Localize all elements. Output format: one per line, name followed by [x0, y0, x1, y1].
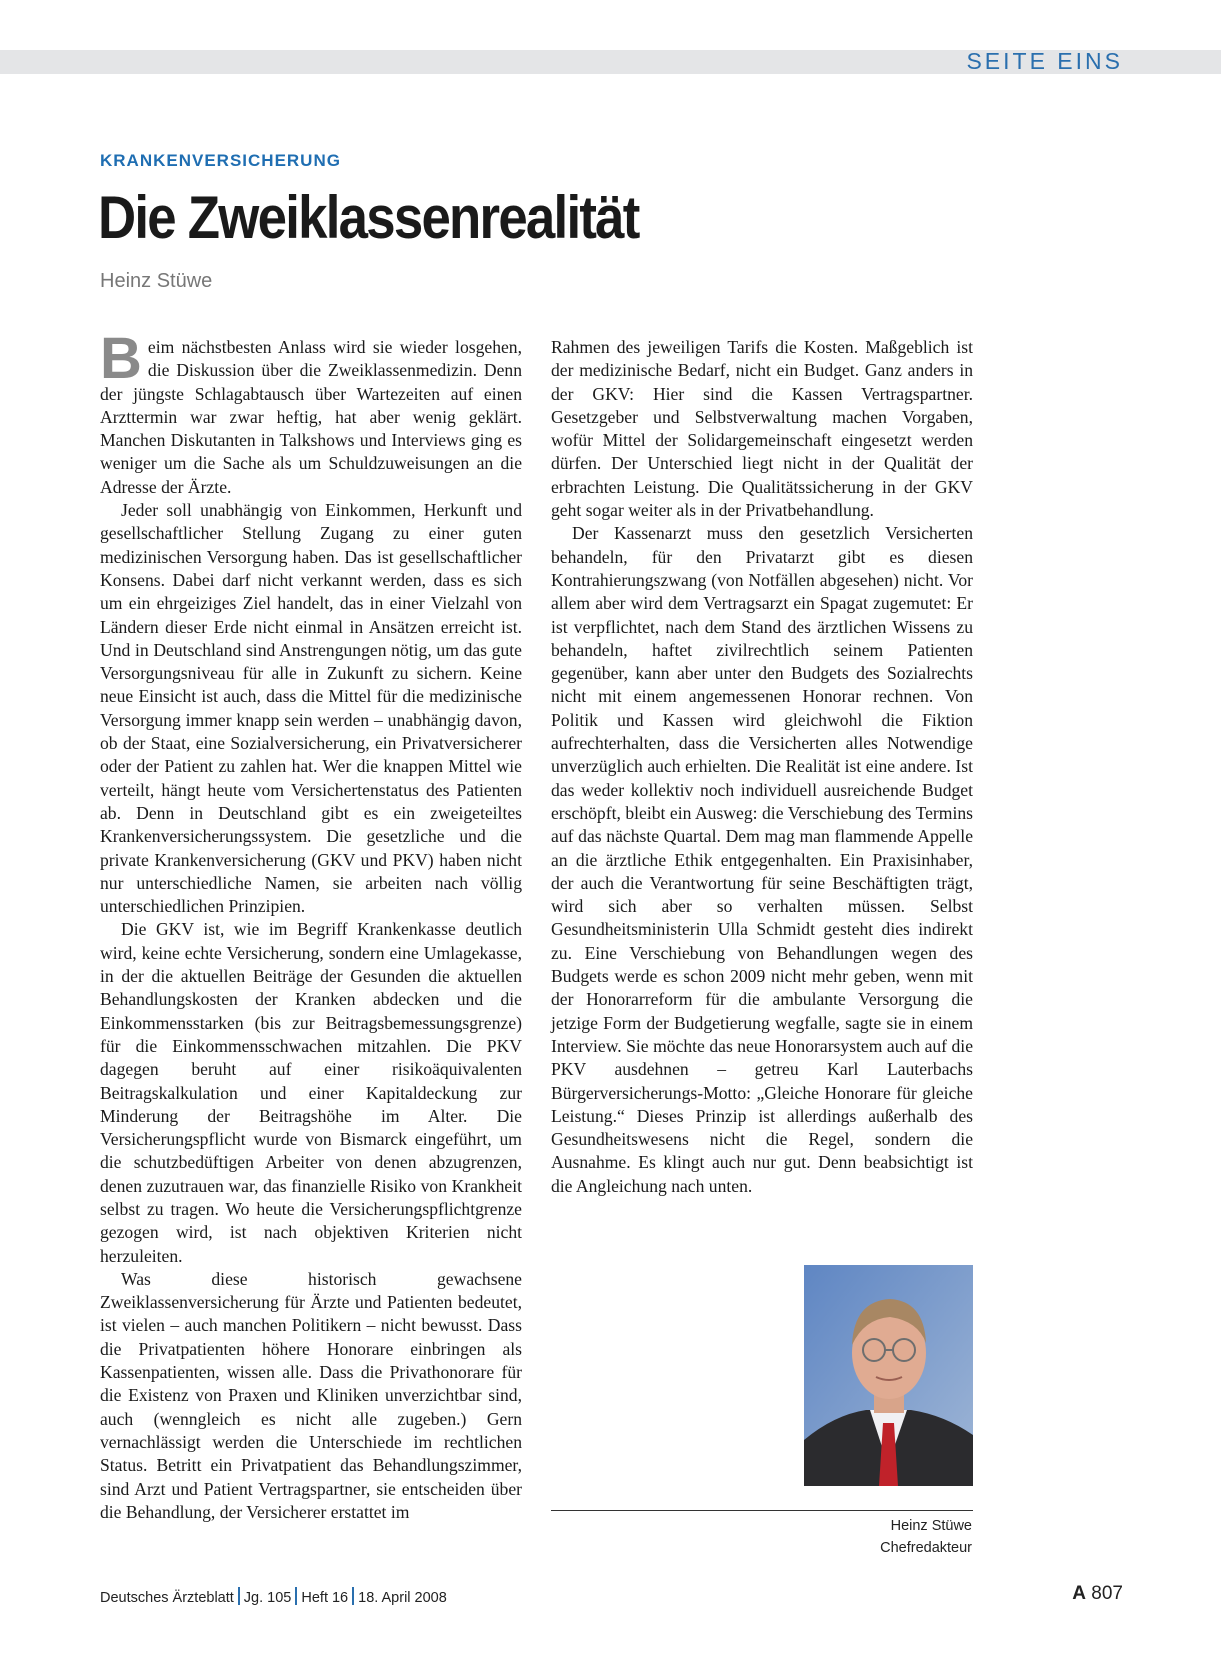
caption-name: Heinz Stüwe — [890, 1518, 972, 1534]
paragraph — [100, 326, 522, 499]
page-number — [1072, 1583, 1123, 1605]
divider — [295, 1587, 297, 1605]
date: 18. April 2008 — [358, 1590, 447, 1606]
article-kicker: KRANKENVERSICHERUNG — [100, 151, 341, 170]
paragraph: Was diese historisch gewachsene Zweiklassenversicherung für Ärzte und Patienten bedeutet, ist vielen – auch manchen Politikern – nicht bewusst. Dass die Privatpatienten höhere Honorare einbringen als Kassenpatienten, wissen alle. Dass die Privathonorare für die Existenz von Praxen und Kliniken unverzichtbar sind, auch (wenngleich es nicht alle zugeben.) Gern vernachlässigt werden die Unterschiede im rechtlichen Status. Betritt ein Privatpatient das Behandlungszimmer, sind Arzt und Patient Vertragspartner, sie entscheiden über die Behandlung, der Versicherer erstattet im — [100, 1268, 522, 1522]
section-label: SEITE EINS — [966, 48, 1123, 74]
paragraph: Jeder soll unabhängig von Einkommen, Herkunft und gesellschaftlicher Stellung Zugang zu einer guten medizinischen Versorgung haben. Das ist gesellschaftlicher Konsens. Dabei darf nicht verkannt werden, dass es sich um ein ehrgeiziges Ziel handelt, das in einer Vielzahl von Ländern dieser Erde nicht einmal in Ansätzen erreicht ist. Und in Deutschland sind Anstrengungen nötig, um das gute Versorgungsniveau für alle in Zukunft zu sichern. Keine neue Einsicht ist auch, dass die Mittel für die medizinische Versorgung immer knapp sein werden – unabhängig davon, ob der Staat, eine Sozialversicherung, ein Privatversicherer oder der Patient zu zahlen hat. Wer die knappen Mittel wie verteilt, hängt heute vom Versichertenstatus des Patienten ab. Denn in Deutschland gibt es ein zweigeteiltes Krankenversicherungssystem. Die gesetzliche und die private Krankenversicherung (GKV und PKV) haben nicht nur unterschiedliche Namen, sie arbeiten nach völlig unterschiedlichen Prinzipien. — [100, 500, 522, 917]
caption-role: Chefredakteur — [880, 1540, 972, 1556]
volume: Jg. 105 — [243, 1590, 292, 1606]
page-prefix: A — [1072, 1583, 1087, 1604]
footer-citation — [100, 1587, 447, 1606]
portrait-caption — [880, 1515, 972, 1559]
issue: Heft 16 — [301, 1590, 349, 1606]
journal-name: Deutsches Ärzteblatt — [100, 1590, 234, 1606]
paragraph: Der Kassenarzt muss den gesetzlich Versicherten behandeln, für den Privatarzt gibt es diesen Kontrahierungszwang (von Notfällen abgesehen) nicht. Vor allem aber wird dem Vertragsarzt ein Spagat zugemutet: Er ist verpflichtet, nach dem Stand des ärztlichen Wissens zu behandeln, haftet zivilrechtlich seinem Patienten gegenüber, kann aber unter den Budgets des Sozialrechts nicht mit einem angemessenen Honorar rechnen. Von Politik und Kassen wird gleichwohl die Fiktion aufrechterhalten, dass die Versicherten alles Notwendige unverzüglich auch erhielten. Die Realität ist eine andere. Ist das weder kollektiv noch individuell ausreichende Budget erschöpft, bleibt ein Ausweg: die Verschiebung des Termins auf das nächste Quartal. Dem mag man flammende Appelle an die ärztliche Ethik entgegenhalten. Ein Praxisinhaber, der auch die Verantwortung für seine Beschäftigten trägt, wird sich aber so verhalten müssen. Selbst Gesundheitsministerin Ulla Schmidt gesteht dies indirekt zu. Eine Verschiebung von Behandlungen wegen des Budgets werde es schon 2009 nicht mehr geben, wenn mit der Honorarreform für die ambulante Versorgung die jetzige Form der Budgetierung wegfalle, sagte sie in einem Interview. Sie möchte das neue Honorarsystem auch auf die PKV ausdehnen – getreu Karl Lauterbachs Bürgerversicherungs-Motto: „Gleiche Honorare für gleiche Leistung.“ Dieses Prinzip ist allerdings außerhalb des Gesundheitswesens nicht die Regel, sondern die Ausnahme. Es klingt auch nur gut. Denn beabsichtigt ist die Angleichung nach unten. — [551, 523, 973, 1196]
article-author: Heinz Stüwe — [100, 270, 213, 292]
divider — [352, 1587, 354, 1605]
author-portrait — [804, 1265, 973, 1486]
text-column-left — [100, 326, 522, 1524]
paragraph: Rahmen des jeweiligen Tarifs die Kosten. Maßgeblich ist der medizinische Bedarf, nicht ein Budget. Ganz anders in der GKV: Hier sind die Kassen Vertragspartner. Gesetzgeber und Selbstverwaltung machen Vorgaben, wofür Mittel der Solidargemeinschaft eingesetzt werden dürfen. Der Unterschied liegt nicht in der Qualität der erbrachten Leistung. Die Qualitätssicherung in der GKV geht sogar weiter als in der Privatbehandlung. — [551, 337, 973, 521]
divider — [238, 1587, 240, 1605]
paragraph-text: eim nächstbesten Anlass wird sie wieder losgehen, die Diskussion über die Zweiklassenmedizin. Denn der jüngste Schlagabtausch über Wartezeiten auf einen Arzttermin war zwar heftig, hat aber wenig geklärt. Manchen Diskutanten in Talkshows und Interviews ging es weniger um die Sache als um Schuldzuweisungen an die Adresse der Ärzte. — [100, 337, 522, 497]
caption-rule — [551, 1510, 973, 1511]
article-title: Die Zweiklassenrealität — [98, 184, 639, 251]
text-column-right — [551, 336, 973, 1198]
paragraph: Die GKV ist, wie im Begriff Krankenkasse deutlich wird, keine echte Versicherung, sondern eine Umlagekasse, in der die aktuellen Beiträge der Gesunden die aktuellen Behandlungskosten der Kranken abdecken und die Einkommensstarken (bis zur Beitragsbemessungsgrenze) für die Einkommensschwachen mitzahlen. Die PKV dagegen beruht auf einer risikoäquivalenten Beitragskalkulation und einer Kapitaldeckung zur Minderung der Beitragshöhe im Alter. Die Versicherungspflicht wurde von Bismarck eingeführt, um die schutzbedüftigen Arbeiter von denen abzugrenzen, denen zuzutrauen war, das finanzielle Risiko von Krankheit selbst zu tragen. Wo heute die Versicherungspflichtgrenze gezogen wird, ist nach objektiven Kriterien nicht herzuleiten. — [100, 919, 522, 1266]
page-number-value: 807 — [1091, 1583, 1123, 1604]
drop-cap: B — [100, 326, 142, 391]
